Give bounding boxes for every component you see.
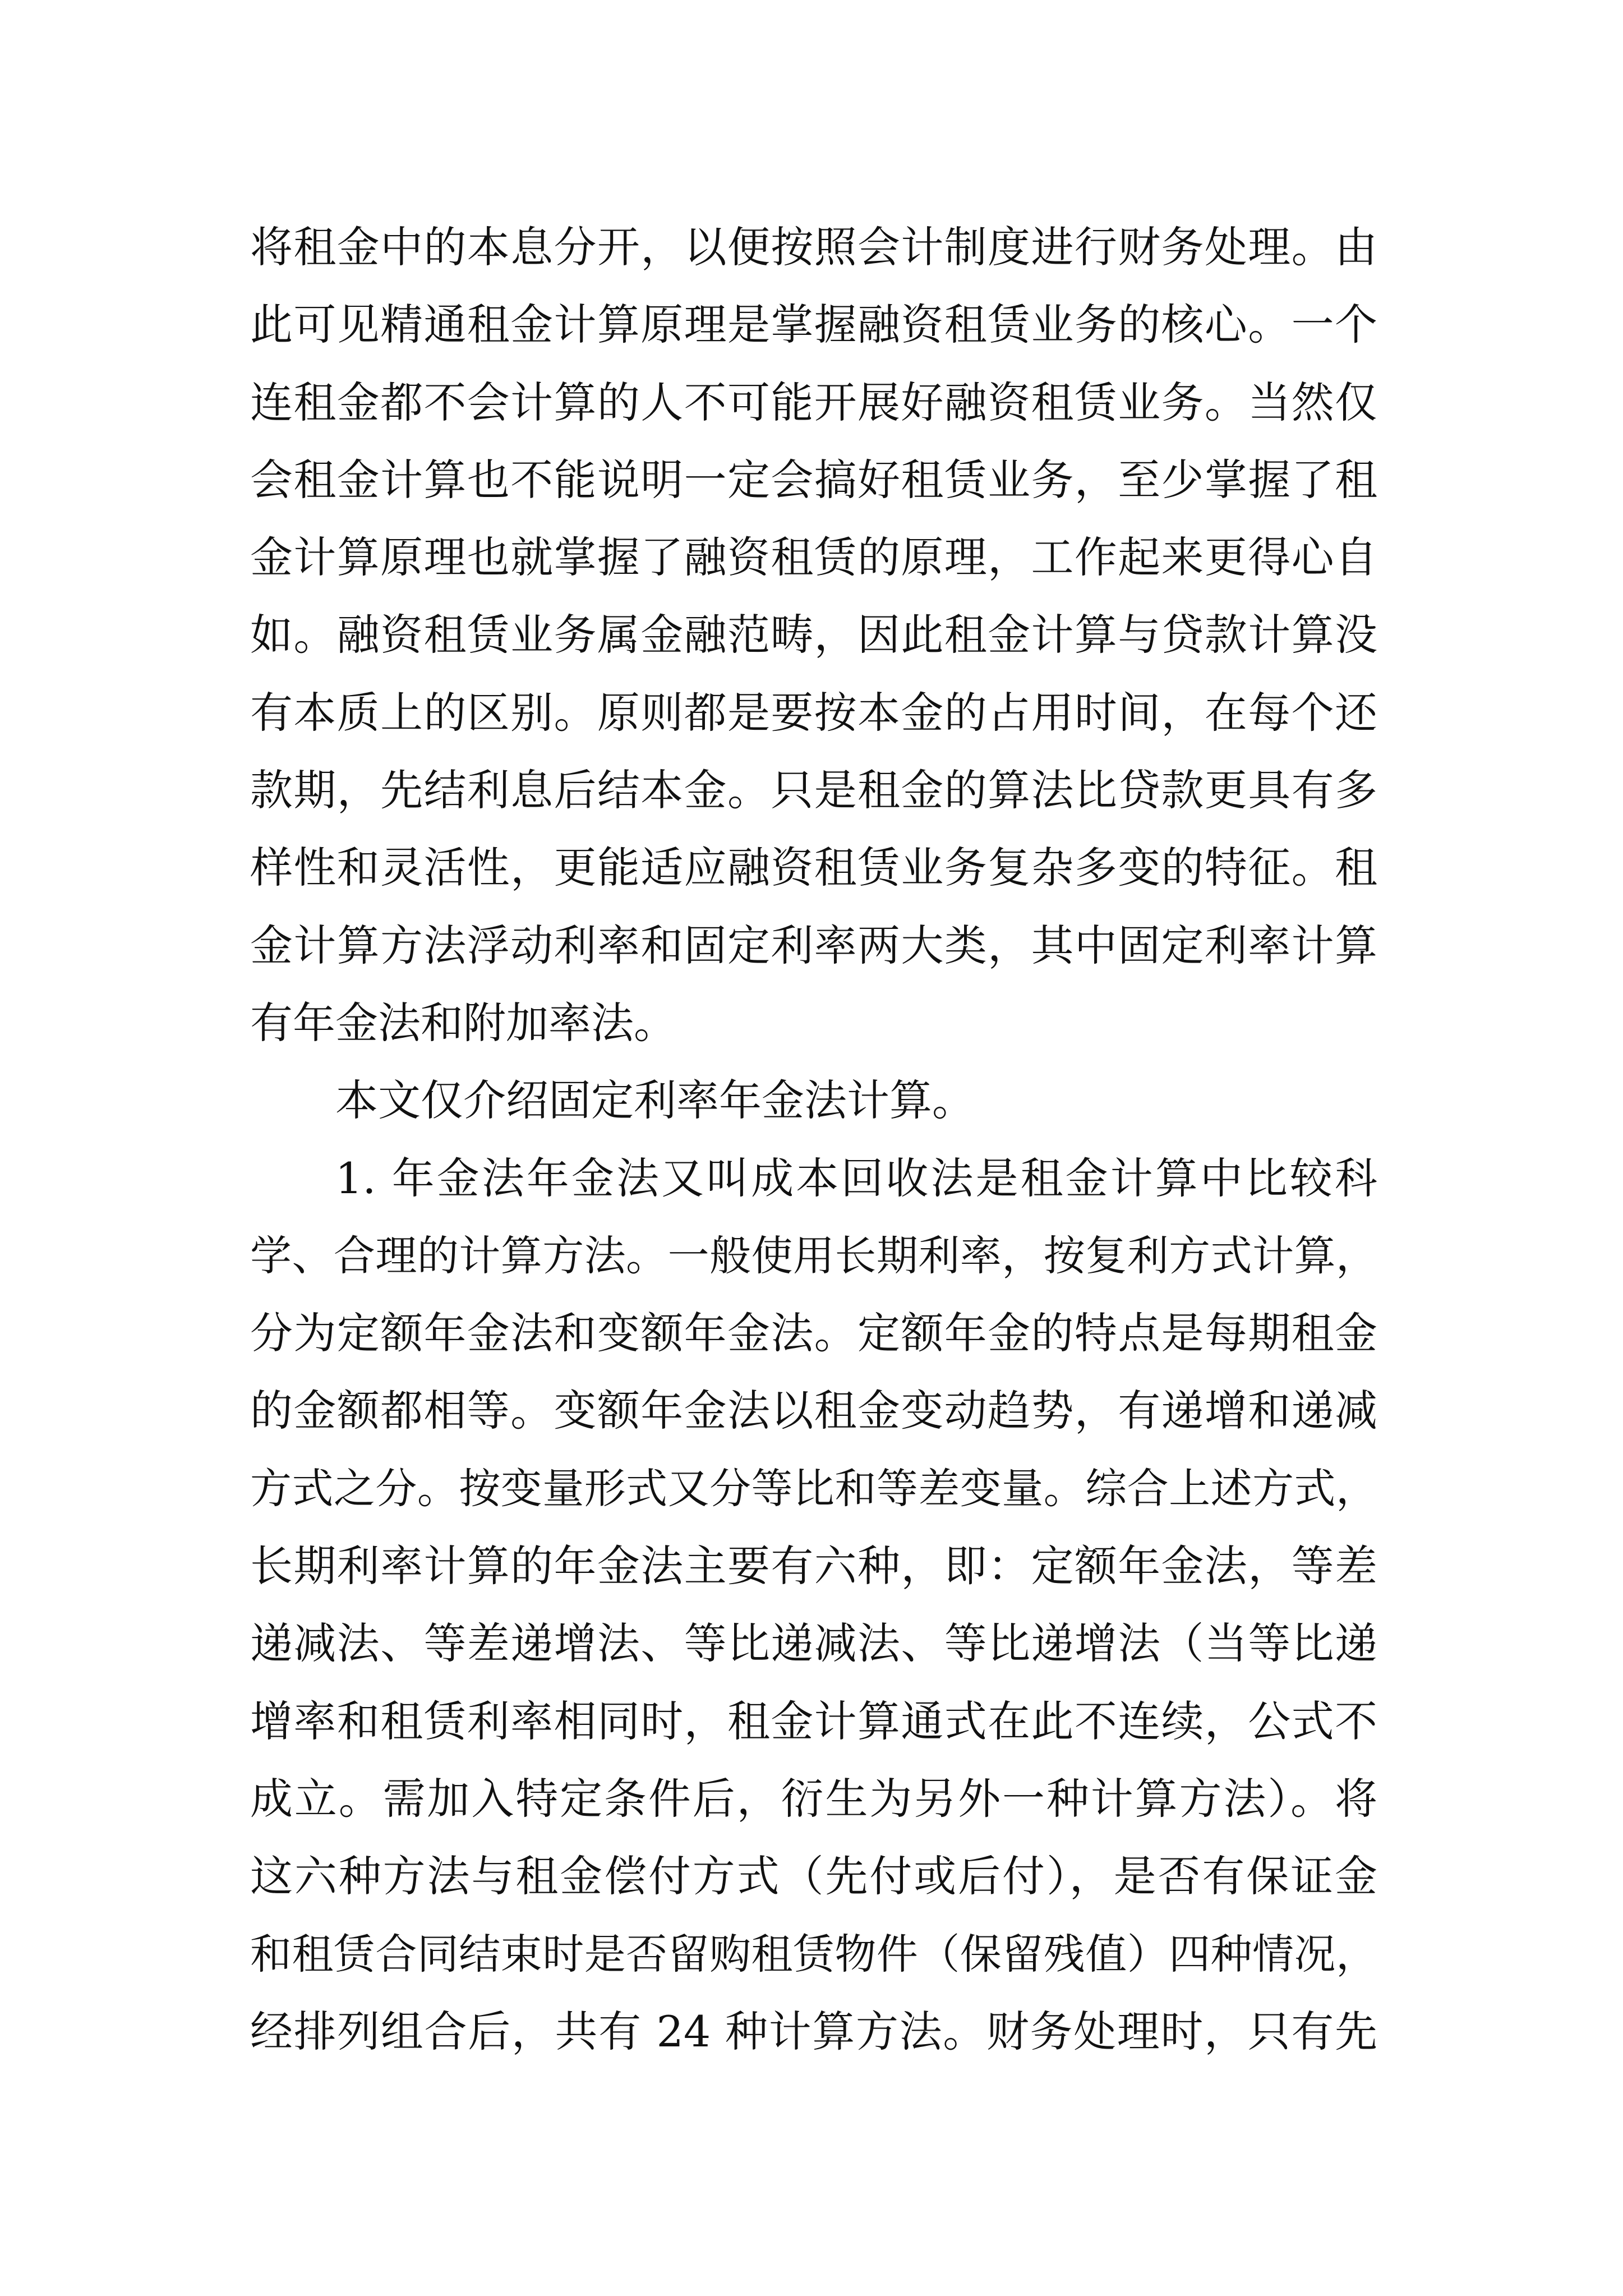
text-line: 连租金都不会计算的人不可能开展好融资租赁业务。当然仅 (250, 377, 1377, 427)
text-line: 金计算方法浮动利率和固定利率两大类，其中固定利率计算 (250, 920, 1377, 970)
text-line: 这六种方法与租金偿付方式（先付或后付），是否有保证金 (250, 1851, 1377, 1902)
text-line: 和租赁合同结束时是否留购租赁物件（保留残值）四种情况， (250, 1930, 1377, 1978)
text-line: 成立。需加入特定条件后，衍生为另外一种计算方法）。将 (250, 1773, 1377, 1824)
text-line: 的金额都相等。变额年金法以租金变动趋势，有递增和递减 (250, 1386, 1377, 1436)
text-line: 有年金法和附加率法。 (250, 997, 676, 1048)
text-line: 递减法、等差递增法、等比递减法、等比递增法（当等比递 (250, 1618, 1377, 1669)
body-text (250, 209, 1377, 2070)
text-line: 如。融资租赁业务属金融范畴，因此租金计算与贷款计算没 (250, 610, 1377, 660)
text-line: 金计算原理也就掌握了融资租赁的原理，工作起来更得心自 (250, 532, 1377, 583)
text-line: 将租金中的本息分开，以便按照会计制度进行财务处理。由 (250, 222, 1377, 272)
text-line: 经排列组合后，共有 24 种计算方法。财务处理时，只有先 (250, 2006, 1377, 2056)
text-line: 1. 年金法年金法又叫成本回收法是租金计算中比较科 (335, 1153, 1377, 1203)
text-line: 此可见精通租金计算原理是掌握融资租赁业务的核心。一个 (250, 300, 1377, 350)
text-line: 样性和灵活性，更能适应融资租赁业务复杂多变的特征。租 (250, 843, 1377, 893)
text-line: 有本质上的区别。原则都是要按本金的占用时间，在每个还 (250, 687, 1377, 738)
text-line: 分为定额年金法和变额年金法。定额年金的特点是每期租金 (250, 1308, 1377, 1359)
text-line: 会租金计算也不能说明一定会搞好租赁业务，至少掌握了租 (250, 454, 1377, 505)
text-line: 学、合理的计算方法。一般使用长期利率，按复利方式计算， (250, 1231, 1377, 1280)
text-line: 本文仅介绍固定利率年金法计算。 (335, 1075, 975, 1126)
text-line: 方式之分。按变量形式又分等比和等差变量。综合上述方式， (250, 1464, 1377, 1513)
text-line: 长期利率计算的年金法主要有六种，即：定额年金法，等差 (250, 1541, 1377, 1591)
text-line: 款期，先结利息后结本金。只是租金的算法比贷款更具有多 (250, 765, 1377, 816)
text-line: 增率和租赁利率相同时，租金计算通式在此不连续，公式不 (250, 1696, 1377, 1746)
